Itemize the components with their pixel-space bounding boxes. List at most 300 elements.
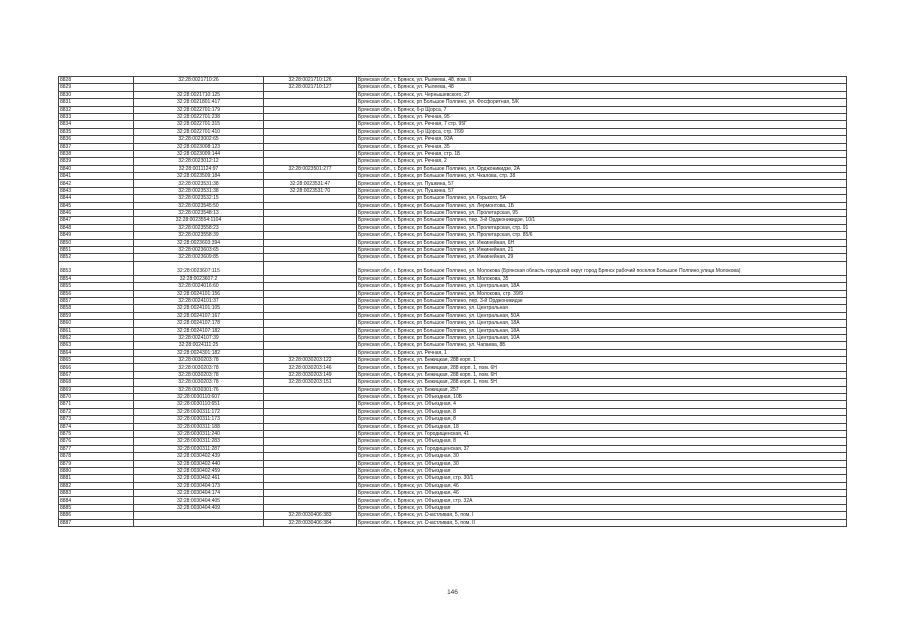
cadastral-number-cell: 32:28:0030110:607 [134, 394, 264, 401]
object-number-cell [264, 106, 357, 113]
table-row [59, 224, 847, 231]
table-row [59, 394, 847, 401]
table-row [59, 386, 847, 393]
address-cell: Брянская обл., г. Брянск, рп Большое Полпино, ул. Центральная, 10А [357, 334, 847, 341]
cadastral-number-cell: 32:28:0023558:39 [134, 232, 264, 239]
row-number-cell: 8856 [59, 290, 134, 297]
object-number-cell [264, 239, 357, 246]
object-number-cell [264, 261, 357, 275]
object-number-cell [264, 327, 357, 334]
cadastral-number-cell: 32:28:0030203:78 [134, 371, 264, 378]
row-number-cell: 8886 [59, 512, 134, 519]
cadastral-number-cell: 32:28:0024101:37 [134, 297, 264, 304]
cadastral-number-cell: 32:28:0023532:15 [134, 195, 264, 202]
cadastral-number-cell: 32:28:0030311:287 [134, 445, 264, 452]
row-number-cell: 8838 [59, 150, 134, 157]
address-cell: Брянская обл., г. Брянск, ул. Городищенская, 41 [357, 430, 847, 437]
row-number-cell: 8857 [59, 297, 134, 304]
table-row [59, 357, 847, 364]
address-cell: Брянская обл., г. Брянск, рп Большое Полпино, ул. Инкинейная, 21 [357, 246, 847, 253]
cadastral-number-cell: 32:28:0023531:38 [134, 180, 264, 187]
row-number-cell: 8884 [59, 497, 134, 504]
table-row [59, 136, 847, 143]
table-row [59, 99, 847, 106]
address-cell: Брянская обл., г. Брянск, ул. Бежицкая, 257 [357, 386, 847, 393]
address-cell: Брянская обл., г. Брянск, рп Большое Полпино, ул. Пролетарская, стр. 85/6 [357, 232, 847, 239]
cadastral-number-cell: 32:28:0023607:115 [134, 261, 264, 275]
table-row [59, 512, 847, 519]
address-cell: Брянская обл., г. Брянск, ул. Объездная, 30 [357, 453, 847, 460]
cadastral-number-cell [134, 519, 264, 526]
cadastral-number-cell: 32:28:0030404:173 [134, 482, 264, 489]
cadastral-number-cell: 32:28:0023548:13 [134, 210, 264, 217]
address-cell: Брянская обл., г. Брянск, ул. Объездная [357, 504, 847, 511]
table-row [59, 490, 847, 497]
object-number-cell [264, 504, 357, 511]
cadastral-number-cell: 32:28:0030203:78 [134, 379, 264, 386]
table-row [59, 364, 847, 371]
address-cell: Брянская обл., г. Брянск, ул. Объездная, 18 [357, 423, 847, 430]
cadastral-number-cell [134, 512, 264, 519]
row-number-cell: 8864 [59, 349, 134, 356]
row-number-cell: 8860 [59, 320, 134, 327]
address-cell: Брянская обл., г. Брянск, рп Большое Полпино, ул. Орджоникидзе, 2А [357, 165, 847, 172]
cadastral-number-cell: 32:28:0011124:97 [134, 165, 264, 172]
address-cell: Брянская обл., г. Брянск, б-р Щорса, стр. 7/99 [357, 128, 847, 135]
row-number-cell: 8832 [59, 106, 134, 113]
table-row [59, 290, 847, 297]
row-number-cell: 8835 [59, 128, 134, 135]
table-row [59, 232, 847, 239]
address-cell: Брянская обл., г. Брянск, рп Большое Полпино, ул. Молокова, стр. 39/9 [357, 290, 847, 297]
object-number-cell [264, 210, 357, 217]
cadastral-number-cell: 32:28:0030311:240 [134, 430, 264, 437]
row-number-cell: 8868 [59, 379, 134, 386]
cadastral-number-cell: 32:28:0030311:172 [134, 408, 264, 415]
object-number-cell [264, 297, 357, 304]
object-number-cell [264, 438, 357, 445]
object-number-cell [264, 158, 357, 165]
cadastral-number-cell: 32:28:0021710:26 [134, 77, 264, 84]
table-row [59, 445, 847, 452]
row-number-cell: 8867 [59, 371, 134, 378]
table-row [59, 217, 847, 224]
address-cell: Брянская обл., г. Брянск, рп Большое Полпино, ул. Молокова (Брянская область городской округ город Брянск рабочий поселок Большое Полпино,улица Молокова) [357, 261, 847, 275]
table-row [59, 84, 847, 91]
address-cell: Брянская обл., г. Брянск, ул. Объездная, 8 [357, 408, 847, 415]
address-cell: Брянская обл., г. Брянск, рп Большое Полпино, пер. 3-й Орджоникидзе [357, 297, 847, 304]
row-number-cell: 8858 [59, 305, 134, 312]
cadastral-number-cell: 32:28:0021710:125 [134, 91, 264, 98]
cadastral-number-cell: 32:28:0024107:178 [134, 320, 264, 327]
cadastral-number-cell: 32:28:0024107:182 [134, 327, 264, 334]
row-number-cell: 8855 [59, 283, 134, 290]
table-row [59, 504, 847, 511]
address-cell: Брянская обл., г. Брянск, ул. Речная, 2 [357, 158, 847, 165]
cadastral-number-cell: 32:28:0030402:461 [134, 475, 264, 482]
table-row [59, 180, 847, 187]
cadastral-number-cell: 32:28:0023531:38 [134, 187, 264, 194]
address-cell: Брянская обл., г. Брянск, рп Большое Полпино, ул. Молокова, 35 [357, 275, 847, 282]
cadastral-number-cell: 32:28:0024301:182 [134, 349, 264, 356]
table-row [59, 475, 847, 482]
row-number-cell: 8849 [59, 232, 134, 239]
registry-table-body [59, 77, 847, 527]
object-number-cell [264, 283, 357, 290]
object-number-cell [264, 408, 357, 415]
object-number-cell [264, 475, 357, 482]
object-number-cell [264, 467, 357, 474]
cadastral-number-cell: 32:28:0030404:405 [134, 497, 264, 504]
address-cell: Брянская обл., г. Брянск, ул. Городищенская, 37 [357, 445, 847, 452]
cadastral-number-cell: 32:28:0030311:283 [134, 438, 264, 445]
table-row [59, 246, 847, 253]
address-cell: Брянская обл., г. Брянск, ул. Счастливая, 5, пом. I [357, 512, 847, 519]
address-cell: Брянская обл., г. Брянск, рп Большое Полпино, ул. Центральная, 18А [357, 320, 847, 327]
object-number-cell: 32:28:0030406:384 [264, 519, 357, 526]
row-number-cell: 8887 [59, 519, 134, 526]
table-row [59, 121, 847, 128]
table-row [59, 453, 847, 460]
address-cell: Брянская обл., г. Брянск, ул. Счастливая, 5, пом. II [357, 519, 847, 526]
table-row [59, 371, 847, 378]
address-cell: Брянская обл., г. Брянск, ул. Речная, 95 [357, 113, 847, 120]
row-number-cell: 8859 [59, 312, 134, 319]
table-row [59, 143, 847, 150]
address-cell: Брянская обл., г. Брянск, ул. Рылеева, 48, пом. II [357, 77, 847, 84]
object-number-cell [264, 416, 357, 423]
address-cell: Брянская обл., г. Брянск, рп Большое Полпино, ул. Чапаева, 8Б [357, 342, 847, 349]
cadastral-number-cell: 32:28:0023545:50 [134, 202, 264, 209]
table-row [59, 467, 847, 474]
row-number-cell: 8837 [59, 143, 134, 150]
table-row [59, 342, 847, 349]
row-number-cell: 8870 [59, 394, 134, 401]
cadastral-number-cell: 32:28:0023008:123 [134, 143, 264, 150]
row-number-cell: 8852 [59, 254, 134, 261]
row-number-cell: 8843 [59, 187, 134, 194]
cadastral-number-cell: 32:28:0024107:167 [134, 312, 264, 319]
address-cell: Брянская обл., г. Брянск, ул. Пушкина, 57 [357, 187, 847, 194]
row-number-cell: 8877 [59, 445, 134, 452]
address-cell: Брянская обл., г. Брянск, рп Большое Полпино, ул. Пролетарская, 95 [357, 210, 847, 217]
row-number-cell: 8874 [59, 423, 134, 430]
address-cell: Брянская обл., г. Брянск, ул. Речная, 1 [357, 349, 847, 356]
cadastral-number-cell: 32:28:0023609:85 [134, 254, 264, 261]
row-number-cell: 8863 [59, 342, 134, 349]
row-number-cell: 8875 [59, 430, 134, 437]
row-number-cell: 8878 [59, 453, 134, 460]
cadastral-number-cell: 32:28:0023002:65 [134, 136, 264, 143]
object-number-cell [264, 497, 357, 504]
address-cell: Брянская обл., г. Брянск, ул. Речная, 7 стр. 95Г [357, 121, 847, 128]
object-number-cell: 32:28:0030203:151 [264, 379, 357, 386]
object-number-cell [264, 202, 357, 209]
cadastral-number-cell: 32:28:0023509:184 [134, 173, 264, 180]
row-number-cell: 8873 [59, 416, 134, 423]
table-row [59, 460, 847, 467]
table-row [59, 77, 847, 84]
row-number-cell: 8851 [59, 246, 134, 253]
row-number-cell: 8853 [59, 261, 134, 275]
object-number-cell [264, 136, 357, 143]
object-number-cell [264, 460, 357, 467]
cadastral-number-cell [134, 84, 264, 91]
cadastral-number-cell: 32:28:0030311:188 [134, 423, 264, 430]
row-number-cell: 8866 [59, 364, 134, 371]
table-row [59, 261, 847, 275]
address-cell: Брянская обл., г. Брянск, рп Большое Полпино, ул. Пролетарская, стр. 91 [357, 224, 847, 231]
row-number-cell: 8865 [59, 357, 134, 364]
table-row [59, 379, 847, 386]
row-number-cell: 8842 [59, 180, 134, 187]
object-number-cell [264, 195, 357, 202]
address-cell: Брянская обл., г. Брянск, рп Большое Полпино, ул. Инкинейная, 29 [357, 254, 847, 261]
table-row [59, 408, 847, 415]
address-cell: Брянская обл., г. Брянск, рп Большое Полпино, ул. Фосфоритная, 5/К [357, 99, 847, 106]
cadastral-number-cell: 32:28:0030402:440 [134, 460, 264, 467]
row-number-cell: 8861 [59, 327, 134, 334]
row-number-cell: 8836 [59, 136, 134, 143]
address-cell: Брянская обл., г. Брянск, рп Большое Полпино, ул. Центральная [357, 305, 847, 312]
row-number-cell: 8850 [59, 239, 134, 246]
row-number-cell: 8828 [59, 77, 134, 84]
row-number-cell: 8848 [59, 224, 134, 231]
table-row [59, 312, 847, 319]
address-cell: Брянская обл., г. Брянск, ул. Бежицкая, 288 корп. 1, пом. 6Н [357, 371, 847, 378]
address-cell: Брянская обл., г. Брянск, б-р Щорса, 7 [357, 106, 847, 113]
address-cell: Брянская обл., г. Брянск, ул. Рылеева, 48 [357, 84, 847, 91]
cadastral-number-cell: 32:28:0024016:60 [134, 283, 264, 290]
address-cell: Брянская обл., г. Брянск, рп Большое Полпино, ул. Центральная, 18А [357, 327, 847, 334]
table-row [59, 128, 847, 135]
row-number-cell: 8880 [59, 467, 134, 474]
object-number-cell: 32:28:0030406:383 [264, 512, 357, 519]
row-number-cell: 8846 [59, 210, 134, 217]
address-cell: Брянская обл., г. Брянск, ул. Объездная, 8 [357, 438, 847, 445]
cadastral-number-cell: 32:28:0024107:39 [134, 334, 264, 341]
table-row [59, 416, 847, 423]
table-row [59, 482, 847, 489]
address-cell: Брянская обл., г. Брянск, рп Большое Полпино, ул. Центральная, 18А [357, 283, 847, 290]
table-row [59, 334, 847, 341]
address-cell: Брянская обл., г. Брянск, ул. Речная, 93А [357, 136, 847, 143]
table-row [59, 430, 847, 437]
object-number-cell [264, 386, 357, 393]
object-number-cell [264, 143, 357, 150]
table-row [59, 283, 847, 290]
table-row [59, 113, 847, 120]
cadastral-number-cell: 32:28:0024101:105 [134, 305, 264, 312]
address-cell: Брянская обл., г. Брянск, ул. Бежицкая, 288 корп. 1 [357, 357, 847, 364]
row-number-cell: 8841 [59, 173, 134, 180]
object-number-cell [264, 224, 357, 231]
object-number-cell [264, 173, 357, 180]
object-number-cell: 32:28:0023531:47 [264, 180, 357, 187]
object-number-cell [264, 430, 357, 437]
row-number-cell: 8833 [59, 113, 134, 120]
object-number-cell [264, 128, 357, 135]
address-cell: Брянская обл., г. Брянск, рп Большое Полпино, ул. Лермонтова, 1Б [357, 202, 847, 209]
object-number-cell [264, 121, 357, 128]
address-cell: Брянская обл., г. Брянск, ул. Объездная, 8 [357, 416, 847, 423]
object-number-cell [264, 490, 357, 497]
row-number-cell: 8862 [59, 334, 134, 341]
cadastral-number-cell: 32:28:0023012:12 [134, 158, 264, 165]
table-row [59, 438, 847, 445]
address-cell: Брянская обл., г. Брянск, ул. Объездная, стр. 32А [357, 497, 847, 504]
address-cell: Брянская обл., г. Брянск, ул. Речная, стр. 1Б [357, 150, 847, 157]
table-row [59, 401, 847, 408]
object-number-cell [264, 275, 357, 282]
row-number-cell: 8854 [59, 275, 134, 282]
object-number-cell [264, 113, 357, 120]
cadastral-number-cell: 32:28:0030404:174 [134, 490, 264, 497]
cadastral-number-cell: 32:28:0030110:651 [134, 401, 264, 408]
cadastral-number-cell: 32:28:0023603:65 [134, 246, 264, 253]
table-row [59, 165, 847, 172]
table-row [59, 210, 847, 217]
table-row [59, 297, 847, 304]
object-number-cell [264, 99, 357, 106]
row-number-cell: 8840 [59, 165, 134, 172]
address-cell: Брянская обл., г. Брянск, ул. Объездная, 10Б [357, 394, 847, 401]
address-cell: Брянская обл., г. Брянск, ул. Объездная [357, 467, 847, 474]
cadastral-number-cell: 32:28:0022701:179 [134, 106, 264, 113]
table-row [59, 519, 847, 526]
table-row [59, 91, 847, 98]
cadastral-number-cell: 32:28:0030301:76 [134, 386, 264, 393]
cadastral-number-cell: 32:28:0021801:417 [134, 99, 264, 106]
object-number-cell [264, 320, 357, 327]
table-row [59, 106, 847, 113]
object-number-cell [264, 312, 357, 319]
object-number-cell [264, 482, 357, 489]
object-number-cell [264, 217, 357, 224]
row-number-cell: 8839 [59, 158, 134, 165]
cadastral-number-cell: 32:28:0030404:409 [134, 504, 264, 511]
row-number-cell: 8885 [59, 504, 134, 511]
table-row [59, 158, 847, 165]
table-row [59, 202, 847, 209]
object-number-cell: 32:28:0030203:122 [264, 357, 357, 364]
object-number-cell [264, 150, 357, 157]
row-number-cell: 8869 [59, 386, 134, 393]
address-cell: Брянская обл., г. Брянск, рп Большое Полпино, пер. 3-й Орджоникидзе, 10/1 [357, 217, 847, 224]
row-number-cell: 8845 [59, 202, 134, 209]
cadastral-number-cell: 32:28:0023554:1104 [134, 217, 264, 224]
address-cell: Брянская обл., г. Брянск, ул. Объездная, стр. 30/1 [357, 475, 847, 482]
address-cell: Брянская обл., г. Брянск, ул. Чернышевского, 27 [357, 91, 847, 98]
row-number-cell: 8830 [59, 91, 134, 98]
table-row [59, 497, 847, 504]
row-number-cell: 8883 [59, 490, 134, 497]
address-cell: Брянская обл., г. Брянск, ул. Бежицкая, 288 корп. 1, пом. 5Н [357, 379, 847, 386]
cadastral-number-cell: 32:28:0024101:156 [134, 290, 264, 297]
object-number-cell [264, 349, 357, 356]
table-row [59, 320, 847, 327]
row-number-cell: 8879 [59, 460, 134, 467]
object-number-cell: 32:28:0030203:146 [264, 364, 357, 371]
table-row [59, 150, 847, 157]
object-number-cell: 32:28:0021710:126 [264, 77, 357, 84]
table-row [59, 327, 847, 334]
object-number-cell: 32:28:0023501:277 [264, 165, 357, 172]
cadastral-number-cell: 32:28:0023009:144 [134, 150, 264, 157]
address-cell: Брянская обл., г. Брянск, ул. Объездная, 46 [357, 482, 847, 489]
table-row [59, 349, 847, 356]
object-number-cell [264, 453, 357, 460]
address-cell: Брянская обл., г. Брянск, ул. Речная, 35 [357, 143, 847, 150]
row-number-cell: 8834 [59, 121, 134, 128]
cadastral-number-cell: 32:28:0022701:315 [134, 121, 264, 128]
cadastral-number-cell: 32:28:0030203:78 [134, 364, 264, 371]
row-number-cell: 8872 [59, 408, 134, 415]
cadastral-number-cell: 32:28:0023607:2 [134, 275, 264, 282]
object-number-cell [264, 91, 357, 98]
object-number-cell [264, 232, 357, 239]
cadastral-number-cell: 32:28:0030402:459 [134, 467, 264, 474]
table-row [59, 187, 847, 194]
address-cell: Брянская обл., г. Брянск, рп Большое Полпино, ул. Центральная, 50А [357, 312, 847, 319]
row-number-cell: 8871 [59, 401, 134, 408]
address-cell: Брянская обл., г. Брянск, рп Большое Полпино, ул. Чкалова, стр. 38 [357, 173, 847, 180]
object-number-cell [264, 246, 357, 253]
row-number-cell: 8847 [59, 217, 134, 224]
table-row [59, 239, 847, 246]
address-cell: Брянская обл., г. Брянск, рп Большое Полпино, ул. Горького, 5А [357, 195, 847, 202]
row-number-cell: 8881 [59, 475, 134, 482]
object-number-cell: 32:28:0023531:70 [264, 187, 357, 194]
table-row [59, 275, 847, 282]
row-number-cell: 8829 [59, 84, 134, 91]
address-cell: Брянская обл., г. Брянск, ул. Пушкина, 57 [357, 180, 847, 187]
object-number-cell [264, 290, 357, 297]
table-row [59, 254, 847, 261]
address-cell: Брянская обл., г. Брянск, ул. Объездная, 4 [357, 401, 847, 408]
address-cell: Брянская обл., г. Брянск, ул. Бежицкая, 288 корп. 1, пом. 6Н [357, 364, 847, 371]
table-row [59, 423, 847, 430]
object-number-cell [264, 445, 357, 452]
address-cell: Брянская обл., г. Брянск, рп Большое Полпино, ул. Инкинейная, 6Н [357, 239, 847, 246]
row-number-cell: 8876 [59, 438, 134, 445]
object-number-cell [264, 254, 357, 261]
object-number-cell [264, 342, 357, 349]
table-row [59, 305, 847, 312]
cadastral-number-cell: 32:28:0022701:410 [134, 128, 264, 135]
page-number: 146 [447, 589, 458, 596]
address-cell: Брянская обл., г. Брянск, ул. Объездная, 46 [357, 490, 847, 497]
object-number-cell: 32:28:0030203:149 [264, 371, 357, 378]
cadastral-number-cell: 32:28:0024111:25 [134, 342, 264, 349]
cadastral-number-cell: 32:28:0030203:78 [134, 357, 264, 364]
row-number-cell: 8882 [59, 482, 134, 489]
cadastral-number-cell: 32:28:0023603:394 [134, 239, 264, 246]
object-number-cell [264, 423, 357, 430]
cadastral-number-cell: 32:28:0030402:439 [134, 453, 264, 460]
cadastral-number-cell: 32:28:0023558:23 [134, 224, 264, 231]
table-row [59, 195, 847, 202]
registry-table [58, 76, 847, 527]
object-number-cell [264, 401, 357, 408]
address-cell: Брянская обл., г. Брянск, ул. Объездная, 30 [357, 460, 847, 467]
row-number-cell: 8831 [59, 99, 134, 106]
object-number-cell [264, 305, 357, 312]
row-number-cell: 8844 [59, 195, 134, 202]
object-number-cell: 32:28:0021710:127 [264, 84, 357, 91]
object-number-cell [264, 394, 357, 401]
cadastral-number-cell: 32:28:0022701:238 [134, 113, 264, 120]
